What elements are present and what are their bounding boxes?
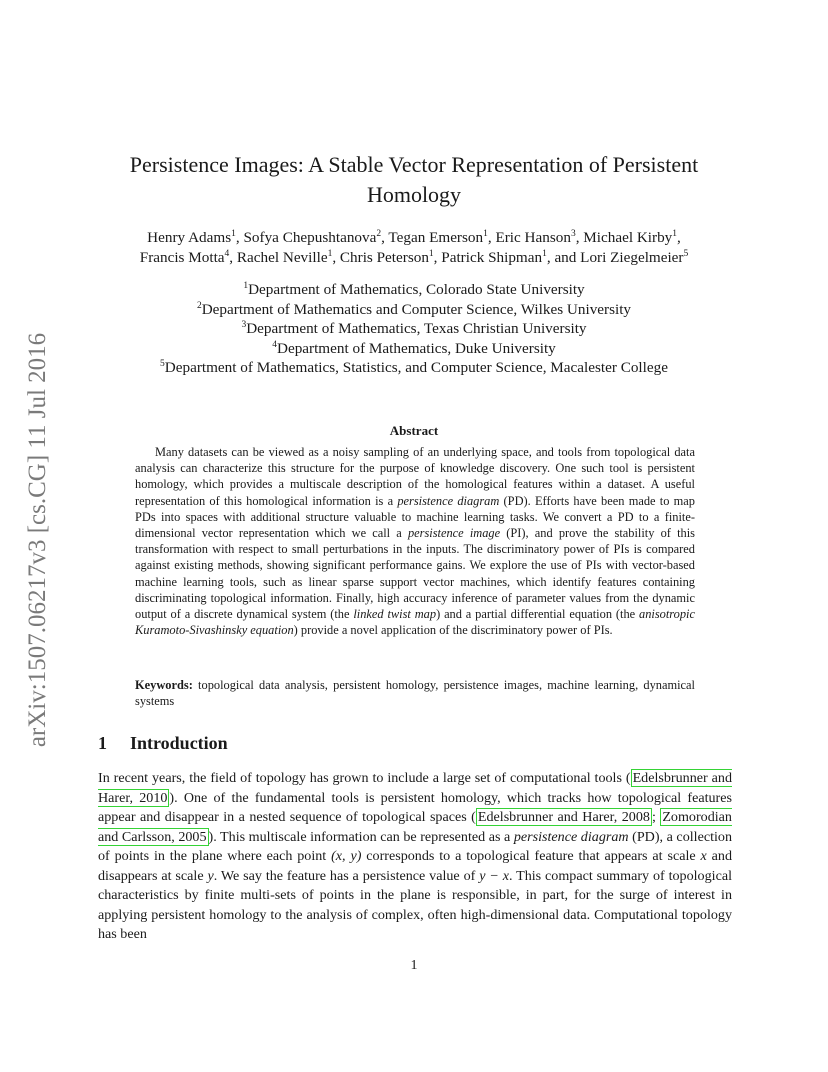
abstract-text: (PI), and prove the stability of this transformation with respect to small perturbations in the inputs. The discriminatory power of PIs is compared against existing methods, showing significant performance gains. We explore the use of PIs with vector-based machine learning tools, such as linear sparse support vector machines, which identify features containing discriminating topological information. Finally, high accuracy inference of parameter values from the dynamic output of a discrete dynamical system (the — [135, 526, 695, 622]
arxiv-identifier[interactable]: arXiv:1507.06217v3 [cs.CG] 11 Jul 2016 — [24, 332, 51, 748]
math-inline: y — [207, 867, 214, 884]
author-separator: , — [229, 249, 237, 266]
author-affil-mark: 1 — [327, 248, 333, 259]
affiliation — [90, 339, 738, 359]
abstract-text: ) provide a novel application of the discriminatory power of PIs. — [293, 623, 613, 638]
intro-paragraph — [98, 769, 732, 945]
abstract-emphasis: linked twist map — [353, 607, 437, 622]
affiliation-text: Department of Mathematics, Duke University — [276, 339, 556, 357]
author-separator: , — [677, 229, 681, 246]
author: Michael Kirby — [583, 229, 673, 246]
body-text: (PD), a collection of points in the plane where each point — [98, 828, 733, 864]
author-affil-mark: 4 — [224, 248, 230, 259]
affiliation-text: Department of Mathematics, Texas Christian University — [246, 320, 587, 337]
abstract-text: Many datasets can be viewed as a noisy sampling of an underlying space, and tools from topological data analysis can characterize this structure for the purpose of knowledge discovery. One such tool is persistent homology, which provides a multiscale description of the homological features within a dataset. A useful representation of this homological information is a — [135, 445, 695, 508]
math-inline: x — [700, 848, 707, 864]
section-title: Introduction — [130, 733, 228, 753]
citation-link[interactable]: Edelsbrunner and Harer, 2008 — [477, 809, 650, 825]
affiliation-text: Department of Mathematics, Statistics, and Computer Science, Macalester College — [164, 359, 668, 376]
abstract-body — [135, 444, 695, 638]
author: Tegan Emerson — [388, 229, 484, 246]
author-affil-mark: 1 — [428, 248, 434, 259]
author: Lori Ziegelmeier — [580, 249, 684, 266]
arxiv-stamp-container — [22, 280, 54, 800]
abstract-emphasis: persistence image — [407, 526, 501, 541]
body-text: ). One of the fundamental tools is persistent homology, which tracks how topological features appear and disappear in a nested sequence of topological spaces ( — [98, 789, 732, 825]
author-affil-mark: 1 — [542, 248, 547, 259]
author: Sofya Chepushtanova — [243, 229, 377, 246]
affiliation — [90, 319, 738, 339]
citation-link[interactable]: Zomorodian and Carlsson, 2005 — [98, 809, 732, 845]
keywords — [135, 677, 695, 709]
author: Francis Motta — [139, 249, 225, 266]
affiliation-text: Department of Mathematics, Colorado State University — [248, 281, 585, 298]
author: Chris Peterson — [339, 249, 429, 266]
keywords-label: Keywords: — [135, 678, 193, 692]
author-separator: , — [235, 229, 244, 246]
author-affil-mark: 2 — [376, 228, 382, 239]
body-text: and disappears at scale — [98, 848, 732, 884]
page-number: 1 — [410, 958, 418, 973]
section-number: 1 — [98, 733, 107, 753]
author-affil-mark: 1 — [483, 228, 488, 239]
affiliation — [90, 300, 738, 320]
author-separator: , — [381, 229, 389, 246]
author-separator: , — [332, 249, 340, 266]
author-separator: , and — [546, 249, 581, 266]
affiliation-mark: 4 — [272, 339, 277, 350]
author-separator: , — [575, 229, 584, 246]
paper-title — [90, 150, 738, 210]
affiliation-text: Department of Mathematics and Computer Science, Wilkes University — [201, 300, 632, 318]
affiliation-mark: 1 — [243, 280, 249, 291]
author-affil-mark: 1 — [231, 228, 236, 239]
body-text: ; — [651, 809, 661, 825]
abstract-text: (PD). Efforts have been made to map PDs into spaces with additional structure valuable to machine learning tasks. We convert a PD to a finite-dimensional vector representation which we call a — [135, 493, 695, 541]
body-text: . We say the feature has a persistence value of — [213, 867, 480, 884]
affiliation — [90, 358, 738, 378]
keywords-text: topological data analysis, persistent homology, persistence images, machine learning, dynamical systems — [135, 678, 695, 709]
abstract-text: ) and a partial differential equation (the — [436, 607, 639, 622]
author-list — [90, 228, 738, 268]
citation-link[interactable]: Edelsbrunner and Harer, 2010 — [98, 770, 732, 806]
abstract-paragraph — [135, 444, 695, 638]
body-text: . This compact summary of topological characteristics by finite multi-sets of points in the plane is responsible, in part, for the surge of interest in applying persistent homology to the analysis of complex, often high-dimensional data. Computational topology has been — [98, 867, 732, 942]
body-text: corresponds to a topological feature that appears at scale — [361, 848, 701, 864]
abstract-emphasis: persistence diagram — [397, 493, 500, 508]
body-text: In recent years, the field of topology has grown to include a large set of computational tools ( — [98, 770, 631, 786]
title-line-2: Homology — [366, 182, 462, 207]
affiliation-list — [90, 280, 738, 378]
author-separator: , — [433, 249, 442, 266]
math-inline: y − x — [479, 867, 509, 884]
affiliation-mark: 2 — [196, 300, 202, 311]
abstract-emphasis: anisotropic Kuramoto-Sivashinsky equation — [135, 607, 695, 638]
author-separator: , — [487, 229, 496, 246]
author-affil-mark: 3 — [570, 228, 576, 239]
author-affil-mark: 1 — [672, 228, 678, 239]
affiliation-mark: 3 — [241, 319, 247, 330]
math-inline: (x, y) — [331, 848, 362, 864]
author: Henry Adams — [147, 229, 232, 246]
section-heading — [98, 733, 228, 754]
author: Rachel Neville — [236, 249, 328, 266]
title-line-1: Persistence Images: A Stable Vector Representation of Persistent — [129, 152, 699, 177]
body-text: ). This multiscale information can be represented as a — [208, 828, 514, 845]
author: Patrick Shipman — [441, 249, 543, 266]
body-emphasis: persistence diagram — [513, 828, 629, 845]
author-affil-mark: 5 — [683, 248, 689, 259]
affiliation — [90, 280, 738, 300]
author: Eric Hanson — [495, 229, 571, 246]
affiliation-mark: 5 — [160, 358, 165, 369]
abstract-heading: Abstract — [389, 423, 439, 438]
